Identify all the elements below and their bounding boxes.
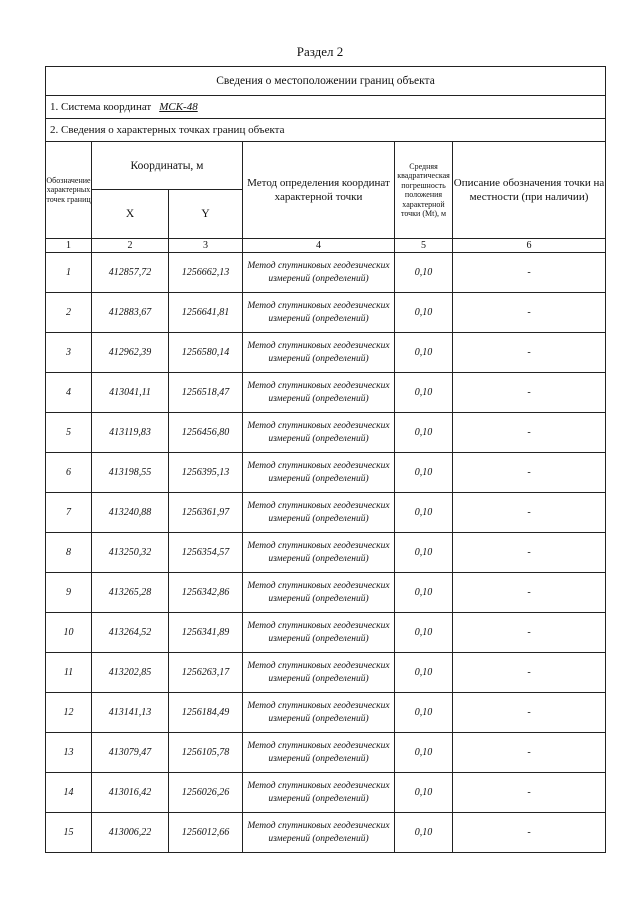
header-row-1 (46, 142, 606, 190)
point-description: - (453, 373, 606, 413)
table-row (46, 293, 606, 333)
point-y: 1256518,47 (169, 373, 243, 413)
point-description: - (453, 773, 606, 813)
table-row (46, 533, 606, 573)
point-method: Метод спутниковых геодезических измерений (определений) (243, 373, 395, 413)
point-x: 413240,88 (92, 493, 169, 533)
point-method: Метод спутниковых геодезических измерений (определений) (243, 733, 395, 773)
point-accuracy: 0,10 (395, 733, 453, 773)
table-title-row (46, 67, 606, 96)
point-number: 4 (46, 373, 92, 413)
points-label-row (46, 119, 606, 142)
point-number: 11 (46, 653, 92, 693)
point-method: Метод спутниковых геодезических измерений (определений) (243, 613, 395, 653)
point-x: 413264,52 (92, 613, 169, 653)
point-y: 1256361,97 (169, 493, 243, 533)
point-x: 413250,32 (92, 533, 169, 573)
point-y: 1256456,80 (169, 413, 243, 453)
point-number: 5 (46, 413, 92, 453)
table-row (46, 733, 606, 773)
table-row (46, 493, 606, 533)
point-y: 1256341,89 (169, 613, 243, 653)
point-x: 413079,47 (92, 733, 169, 773)
point-y: 1256105,78 (169, 733, 243, 773)
header-method: Метод определения координат характерной точки (243, 142, 395, 239)
point-accuracy: 0,10 (395, 453, 453, 493)
point-accuracy: 0,10 (395, 693, 453, 733)
table-row (46, 813, 606, 853)
point-accuracy: 0,10 (395, 413, 453, 453)
point-description: - (453, 453, 606, 493)
point-x: 412857,72 (92, 253, 169, 293)
point-accuracy: 0,10 (395, 773, 453, 813)
point-accuracy: 0,10 (395, 533, 453, 573)
table-row (46, 453, 606, 493)
coord-system-label: 1. Система координат (50, 101, 152, 113)
point-number: 3 (46, 333, 92, 373)
column-number: 3 (169, 239, 243, 253)
point-description: - (453, 493, 606, 533)
header-x: X (92, 190, 169, 239)
table-row (46, 653, 606, 693)
points-label: 2. Сведения о характерных точках границ объекта (46, 119, 606, 142)
point-description: - (453, 573, 606, 613)
point-accuracy: 0,10 (395, 333, 453, 373)
point-x: 412883,67 (92, 293, 169, 333)
point-x: 413016,42 (92, 773, 169, 813)
boundary-table-container (45, 66, 605, 853)
point-method: Метод спутниковых геодезических измерений (определений) (243, 773, 395, 813)
point-description: - (453, 333, 606, 373)
point-y: 1256395,13 (169, 453, 243, 493)
point-accuracy: 0,10 (395, 253, 453, 293)
point-number: 1 (46, 253, 92, 293)
point-accuracy: 0,10 (395, 573, 453, 613)
coord-system-row (46, 96, 606, 119)
column-number: 2 (92, 239, 169, 253)
point-description: - (453, 693, 606, 733)
point-method: Метод спутниковых геодезических измерений (определений) (243, 813, 395, 853)
table-row (46, 573, 606, 613)
column-number: 5 (395, 239, 453, 253)
header-point-designation: Обозначение характерных точек границ (46, 142, 92, 239)
point-number: 13 (46, 733, 92, 773)
header-description: Описание обозначения точки на местности (при наличии) (453, 142, 606, 239)
point-x: 413141,13 (92, 693, 169, 733)
point-description: - (453, 733, 606, 773)
header-accuracy: Средняя квадратическая погрешность положения характерной точки (Mt), м (395, 142, 453, 239)
point-y: 1256662,13 (169, 253, 243, 293)
point-description: - (453, 653, 606, 693)
point-number: 9 (46, 573, 92, 613)
point-method: Метод спутниковых геодезических измерений (определений) (243, 573, 395, 613)
point-description: - (453, 533, 606, 573)
point-description: - (453, 613, 606, 653)
point-description: - (453, 813, 606, 853)
point-x: 413006,22 (92, 813, 169, 853)
point-number: 2 (46, 293, 92, 333)
point-y: 1256026,26 (169, 773, 243, 813)
table-row (46, 773, 606, 813)
point-y: 1256580,14 (169, 333, 243, 373)
point-method: Метод спутниковых геодезических измерений (определений) (243, 333, 395, 373)
point-x: 413265,28 (92, 573, 169, 613)
point-number: 10 (46, 613, 92, 653)
point-y: 1256641,81 (169, 293, 243, 333)
point-x: 413041,11 (92, 373, 169, 413)
section-title: Раздел 2 (296, 44, 344, 59)
point-y: 1256354,57 (169, 533, 243, 573)
point-x: 413202,85 (92, 653, 169, 693)
coord-system-value: МСК-48 (159, 101, 198, 113)
point-y: 1256184,49 (169, 693, 243, 733)
column-number: 4 (243, 239, 395, 253)
point-x: 413119,83 (92, 413, 169, 453)
column-number-row (46, 239, 606, 253)
point-method: Метод спутниковых геодезических измерений (определений) (243, 653, 395, 693)
point-method: Метод спутниковых геодезических измерений (определений) (243, 293, 395, 333)
point-y: 1256012,66 (169, 813, 243, 853)
point-method: Метод спутниковых геодезических измерений (определений) (243, 453, 395, 493)
table-row (46, 333, 606, 373)
point-number: 6 (46, 453, 92, 493)
point-description: - (453, 253, 606, 293)
boundary-table (45, 66, 606, 853)
coord-system-cell (46, 96, 606, 119)
point-x: 413198,55 (92, 453, 169, 493)
point-accuracy: 0,10 (395, 293, 453, 333)
point-method: Метод спутниковых геодезических измерений (определений) (243, 533, 395, 573)
table-title: Сведения о местоположении границ объекта (46, 67, 606, 96)
point-description: - (453, 413, 606, 453)
table-row (46, 613, 606, 653)
point-number: 12 (46, 693, 92, 733)
table-row (46, 413, 606, 453)
point-number: 8 (46, 533, 92, 573)
column-number: 6 (453, 239, 606, 253)
header-y: Y (169, 190, 243, 239)
point-x: 412962,39 (92, 333, 169, 373)
point-number: 7 (46, 493, 92, 533)
point-accuracy: 0,10 (395, 813, 453, 853)
point-accuracy: 0,10 (395, 493, 453, 533)
point-number: 14 (46, 773, 92, 813)
table-row (46, 253, 606, 293)
table-row (46, 693, 606, 733)
point-method: Метод спутниковых геодезических измерений (определений) (243, 693, 395, 733)
point-method: Метод спутниковых геодезических измерений (определений) (243, 493, 395, 533)
table-row (46, 373, 606, 413)
column-number: 1 (46, 239, 92, 253)
point-method: Метод спутниковых геодезических измерений (определений) (243, 253, 395, 293)
header-coordinates: Координаты, м (92, 142, 243, 190)
point-number: 15 (46, 813, 92, 853)
point-accuracy: 0,10 (395, 373, 453, 413)
point-y: 1256342,86 (169, 573, 243, 613)
point-y: 1256263,17 (169, 653, 243, 693)
point-description: - (453, 293, 606, 333)
point-method: Метод спутниковых геодезических измерений (определений) (243, 413, 395, 453)
point-accuracy: 0,10 (395, 653, 453, 693)
point-accuracy: 0,10 (395, 613, 453, 653)
